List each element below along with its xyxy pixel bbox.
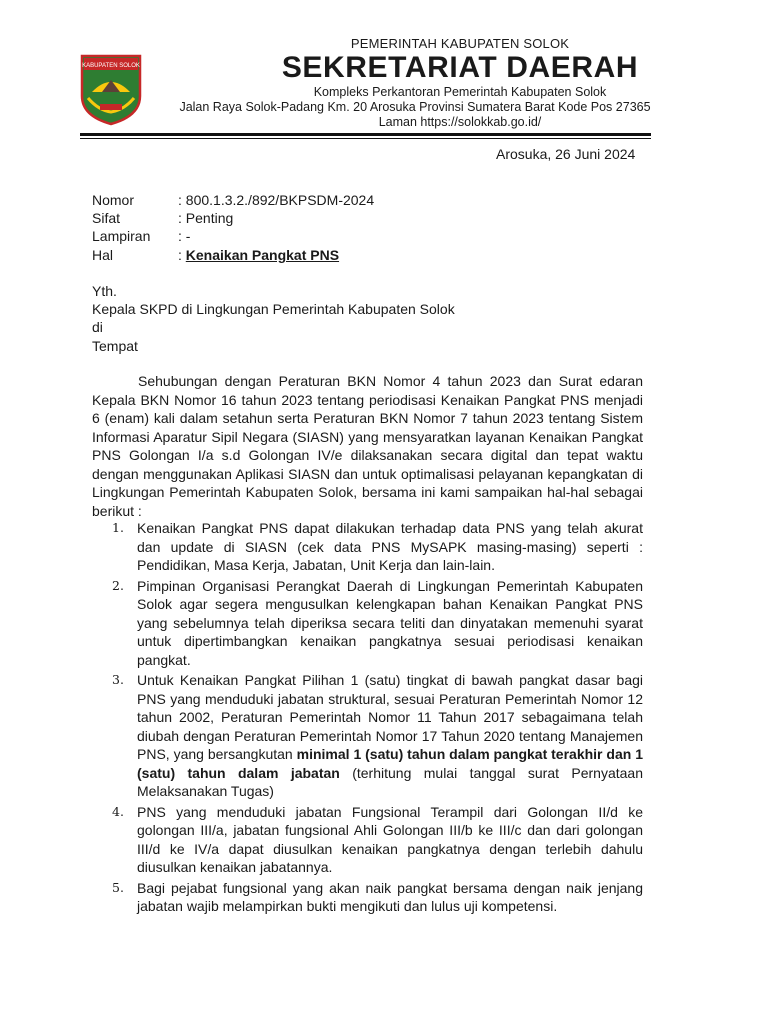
list-number: 3.: [112, 672, 124, 687]
sifat-value: : Penting: [178, 210, 234, 226]
list-item: [112, 879, 643, 916]
list-number: 5.: [112, 879, 124, 895]
list-text: Kenaikan Pangkat PNS dapat dilakukan terhadap data PNS yang telah akurat dan update di SIASN (cek data PNS MySAPK masing-masing) seperti : Pendidikan, Masa Kerja, Jabatan, Unit Kerja dan lain-lain.: [137, 520, 643, 573]
letter-date: Arosuka, 26 Juni 2024: [496, 146, 636, 162]
list-number: 2.: [112, 577, 124, 593]
list-text: Pimpinan Organisasi Perangkat Daerah di Lingkungan Pemerintah Kabupaten Solok agar segera mengusulkan kelengkapan bahan Kenaikan Pangkat PNS yang sebelumnya telah diperiksa secara teliti dan dinyatakan memenuhi syarat untuk dipertimbangkan kenaikan pangkatnya sesuai periodisasi kenaikan pangkat.: [137, 577, 643, 668]
hal-value: Kenaikan Pangkat PNS: [185, 247, 340, 263]
website-line: Laman https://solokkab.go.id/: [378, 115, 542, 129]
list-number: 1.: [112, 520, 124, 535]
lampiran-label: Lampiran: [92, 228, 151, 244]
address-line-1: Kompleks Perkantoran Pemerintah Kabupaten Solok: [313, 85, 607, 99]
office-name: SEKRETARIAT DAERAH: [281, 51, 639, 84]
list-text: PNS yang menduduki jabatan Fungsional Terampil dari Golongan II/d ke golongan III/a, jabatan fungsional Ahli Golongan III/b ke III/c dan dari golongan III/d ke IV/a dapat diusulkan kenaikan pangkatnya dengan terlebih dahulu diusulkan kenaikan jabatannya.: [137, 803, 643, 875]
government-name: PEMERINTAH KABUPATEN SOLOK: [350, 36, 570, 51]
sifat-label: Sifat: [92, 210, 121, 226]
recipient-line-3: Tempat: [92, 338, 138, 354]
list-item: [112, 577, 643, 670]
body-paragraph-text: Sehubungan dengan Peraturan BKN Nomor 4 tahun 2023 dan Surat edaran Kepala BKN Nomor 16 tahun 2023 tentang periodisasi Kenaikan Pangkat PNS menjadi 6 (enam) kali dalam setahun serta Peraturan BKN Nomor 7 tahun 2023 tentang Sistem Informasi Aparatur Sipil Negara (SIASN) yang mensyaratkan layanan Kenaikan Pangkat PNS Golongan I/a s.d Golongan IV/e dilaksanakan secara digital dan tepat waktu dengan menggunakan Aplikasi SIASN dan untuk optimalisasi pelayanan kepangkatan di Lingkungan Pemerintah Kabupaten Solok, bersama ini kami sampaikan hal-hal sebagai berikut :: [92, 373, 643, 519]
list-item: [112, 803, 643, 877]
regency-logo: [78, 52, 144, 126]
list-text: Bagi pejabat fungsional yang akan naik pangkat bersama dengan naik jenjang jabatan wajib melampirkan bukti mengikuti dan lulus uji kompetensi.: [137, 879, 643, 914]
list-text: (terhitung mulai tanggal surat Pernyataan Melaksanakan Tugas): [137, 764, 644, 799]
nomor-value: : 800.1.3.2./892/BKPSDM-2024: [178, 192, 375, 208]
recipient-line-1: Kepala SKPD di Lingkungan Pemerintah Kabupaten Solok: [92, 301, 455, 317]
list-number: 4.: [112, 803, 124, 819]
logo-lettering: KABUPATEN SOLOK: [82, 63, 140, 69]
list-item: [112, 671, 643, 801]
hal-label: Hal: [92, 247, 114, 263]
recipient-line-2: di: [92, 319, 103, 335]
points-list: [112, 519, 643, 918]
lampiran-value: : -: [178, 228, 191, 244]
list-text: Untuk Kenaikan Pangkat Pilihan 1 (satu) tingkat di bawah pangkat dasar bagi PNS yang menduduki jabatan struktural, sesuai Peraturan Pemerintah Nomor 12 tahun 2002, Peraturan Pemerintah Nomor 11 Tahun 2017 sebagaimana telah diubah dengan Peraturan Pemerintah Nomor 17 Tahun 2020 tentang Manajemen PNS, yang bersangkutan: [137, 672, 643, 762]
list-item: [112, 519, 643, 575]
recipient-salutation: Yth.: [92, 283, 117, 299]
hal-row: [178, 247, 339, 263]
address-line-2: Jalan Raya Solok-Padang Km. 20 Arosuka Provinsi Sumatera Barat Kode Pos 27365: [179, 100, 651, 114]
nomor-label: Nomor: [92, 192, 135, 208]
letterhead-divider-thin: [80, 138, 651, 139]
letterhead-divider-thick: [80, 133, 651, 136]
list-text-emphasis: minimal 1 (satu) tahun dalam pangkat terakhir dan 1 (satu) tahun dalam jabatan: [137, 746, 643, 781]
hal-colon: :: [178, 247, 182, 263]
body-paragraph: [92, 372, 643, 520]
